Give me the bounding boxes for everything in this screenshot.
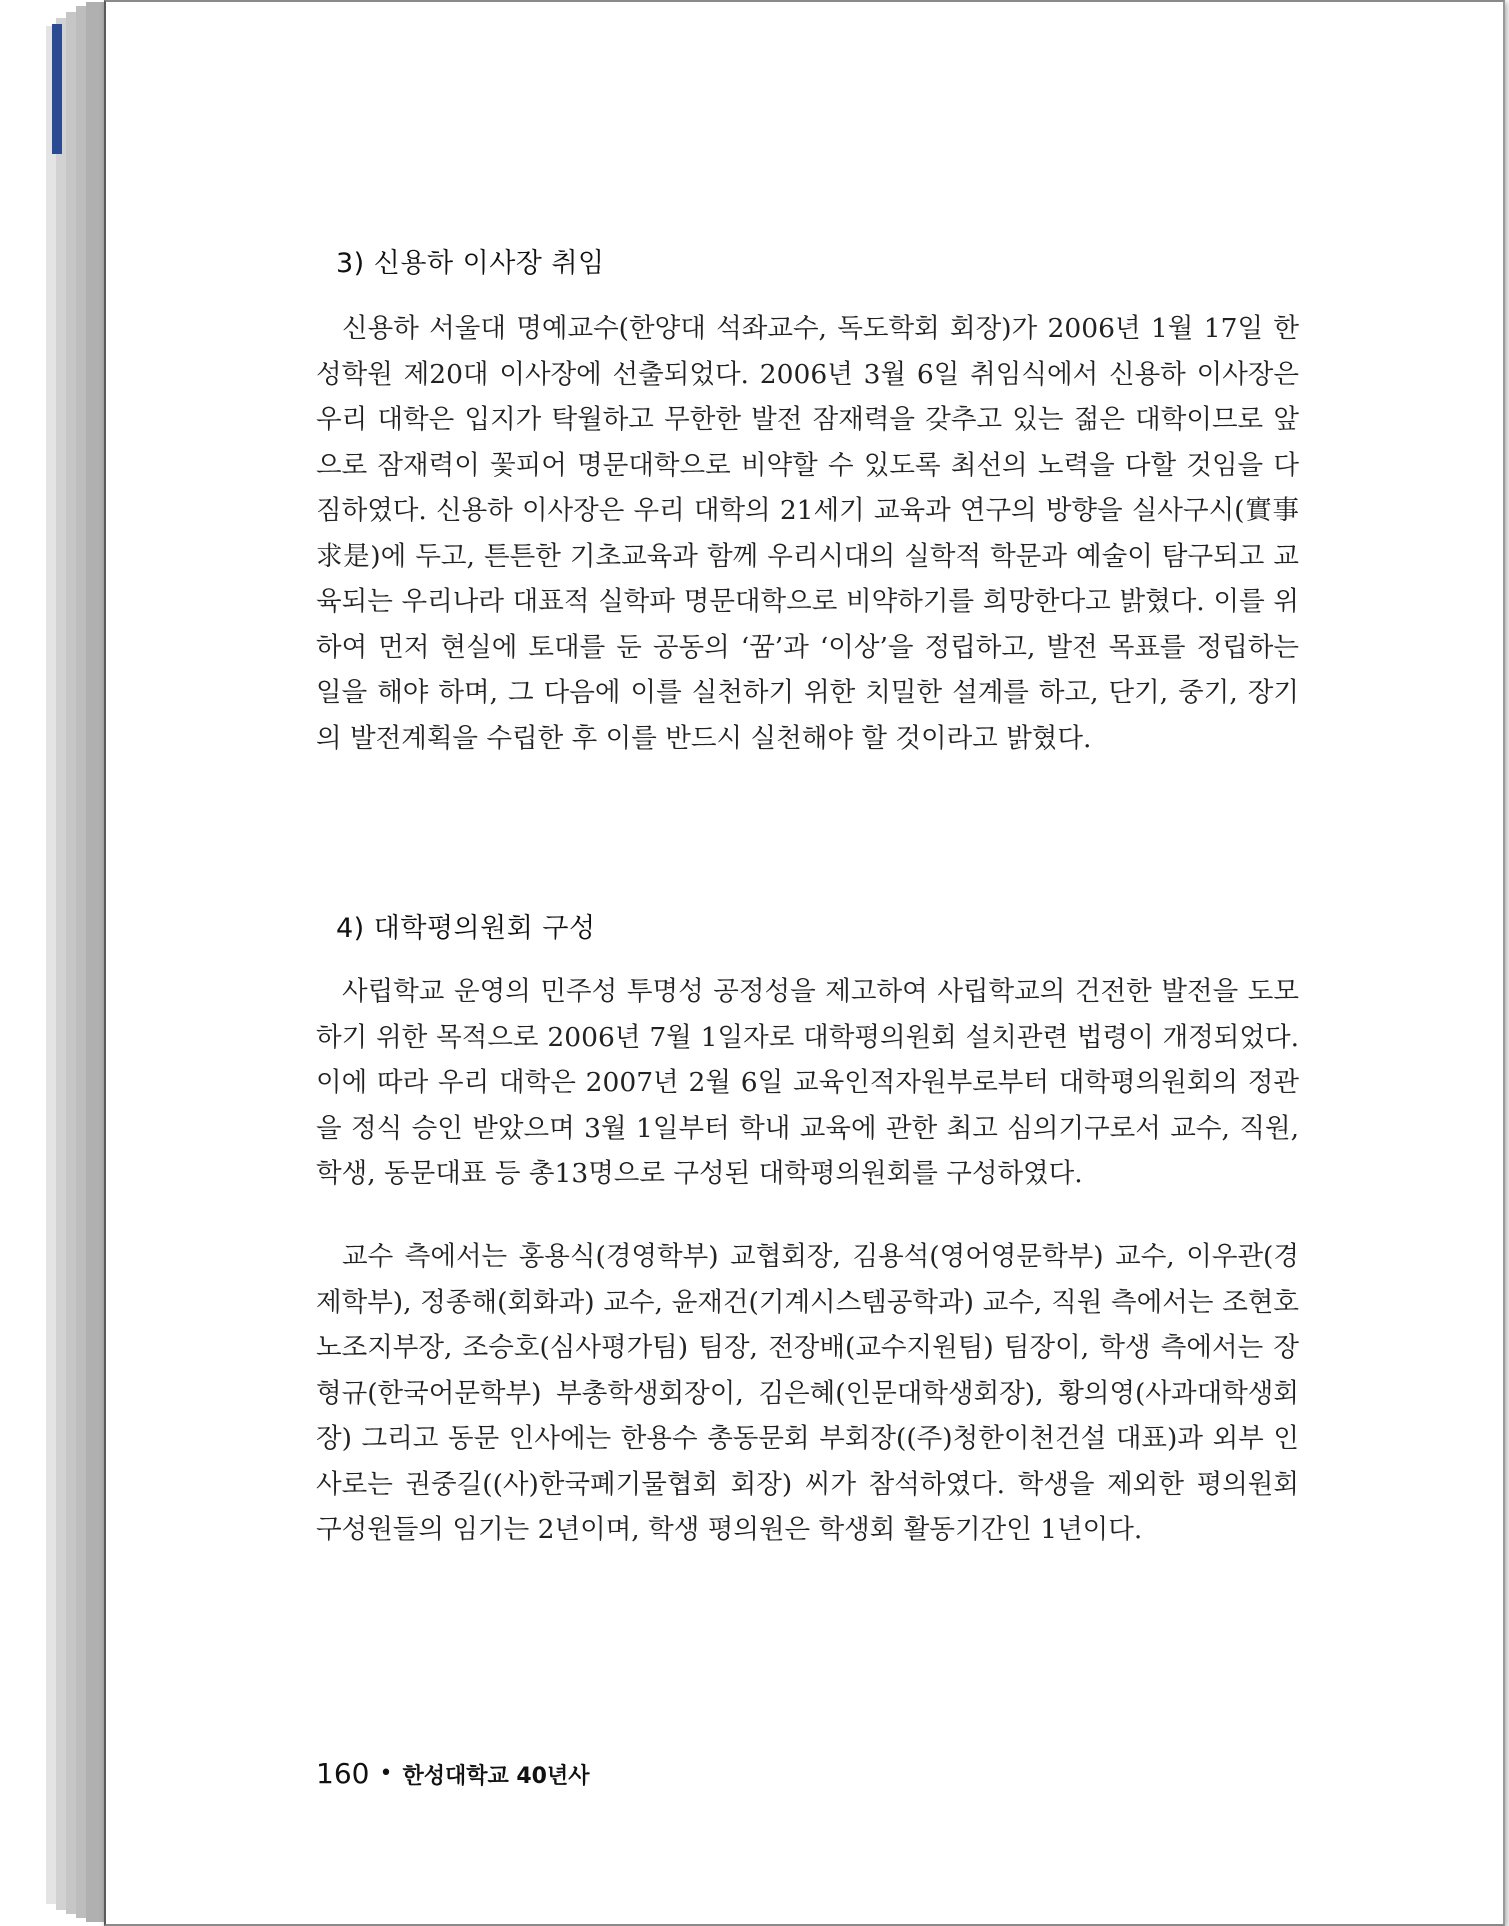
section-4-paragraph-1: 사립학교 운영의 민주성 투명성 공정성을 제고하여 사립학교의 건전한 발전을 도모하기 위한 목적으로 2006년 7월 1일자로 대학평의원회 설치관련 법령이 개정되었다. 이에 따라 우리 대학은 2007년 2월 6일 교육인적자원부로부터 대학평의원회의 정관을 정식 승인 받았으며 3월 1일부터 학내 교육에 관한 최고 심의기구로서 교수, 직원, 학생, 동문대표 등 총13명으로 구성된 대학평의원회를 구성하였다. [316,976,1299,1189]
page-footer [316,1757,589,1790]
page-sheet [104,0,1505,1926]
section-3-heading: 3) 신용하 이사장 취임 [336,248,605,279]
section-4-paragraph-2: 교수 측에서는 홍용식(경영학부) 교협회장, 김용석(영어영문학부) 교수, 이우관(경제학부), 정종해(회화과) 교수, 윤재건(기계시스템공학과) 교수, 직원 측에서는 조현호 노조지부장, 조승호(심사평가팀) 팀장, 전장배(교수지원팀) 팀장이, 학생 측에서는 장형규(한국어문학부) 부총학생회장이, 김은혜(인문대학생회장), 황의영(사과대학생회장) 그리고 동문 인사에는 한용수 총동문회 부회장((주)청한이천건설 대표)과 외부 인사로는 권중길((사)한국폐기물협회 회장) 씨가 참석하였다. 학생을 제외한 평의원회 구성원들의 임기는 2년이며, 학생 평의원은 학생회 활동기간인 1년이다. [316,1241,1299,1545]
page-number: 160 [316,1757,370,1790]
section-3-paragraph: 신용하 서울대 명예교수(한양대 석좌교수, 독도학회 회장)가 2006년 1월 17일 한성학원 제20대 이사장에 선출되었다. 2006년 3월 6일 취임식에서 신용하 이사장은 우리 대학은 입지가 탁월하고 무한한 발전 잠재력을 갖추고 있는 젊은 대학이므로 앞으로 잠재력이 꽃피어 명문대학으로 비약할 수 있도록 최선의 노력을 다할 것임을 다짐하였다. 신용하 이사장은 우리 대학의 21세기 교육과 연구의 방향을 실사구시(實事求是)에 두고, 튼튼한 기초교육과 함께 우리시대의 실학적 학문과 예술이 탐구되고 교육되는 우리나라 대표적 실학파 명문대학으로 비약하기를 희망한다고 밝혔다. 이를 위하여 먼저 현실에 토대를 둔 공동의 ‘꿈’과 ‘이상’을 정립하고, 발전 목표를 정립하는 일을 해야 하며, 그 다음에 이를 실천하기 위한 치밀한 설계를 하고, 단기, 중기, 장기의 발전계획을 수립한 후 이를 반드시 실천해야 할 것이라고 밝혔다. [316,313,1299,754]
cover-edge [52,24,62,154]
footer-separator: • [379,1761,393,1786]
book-title: 한성대학교 40년사 [402,1764,590,1789]
section-4-heading: 4) 대학평의원회 구성 [336,913,596,944]
